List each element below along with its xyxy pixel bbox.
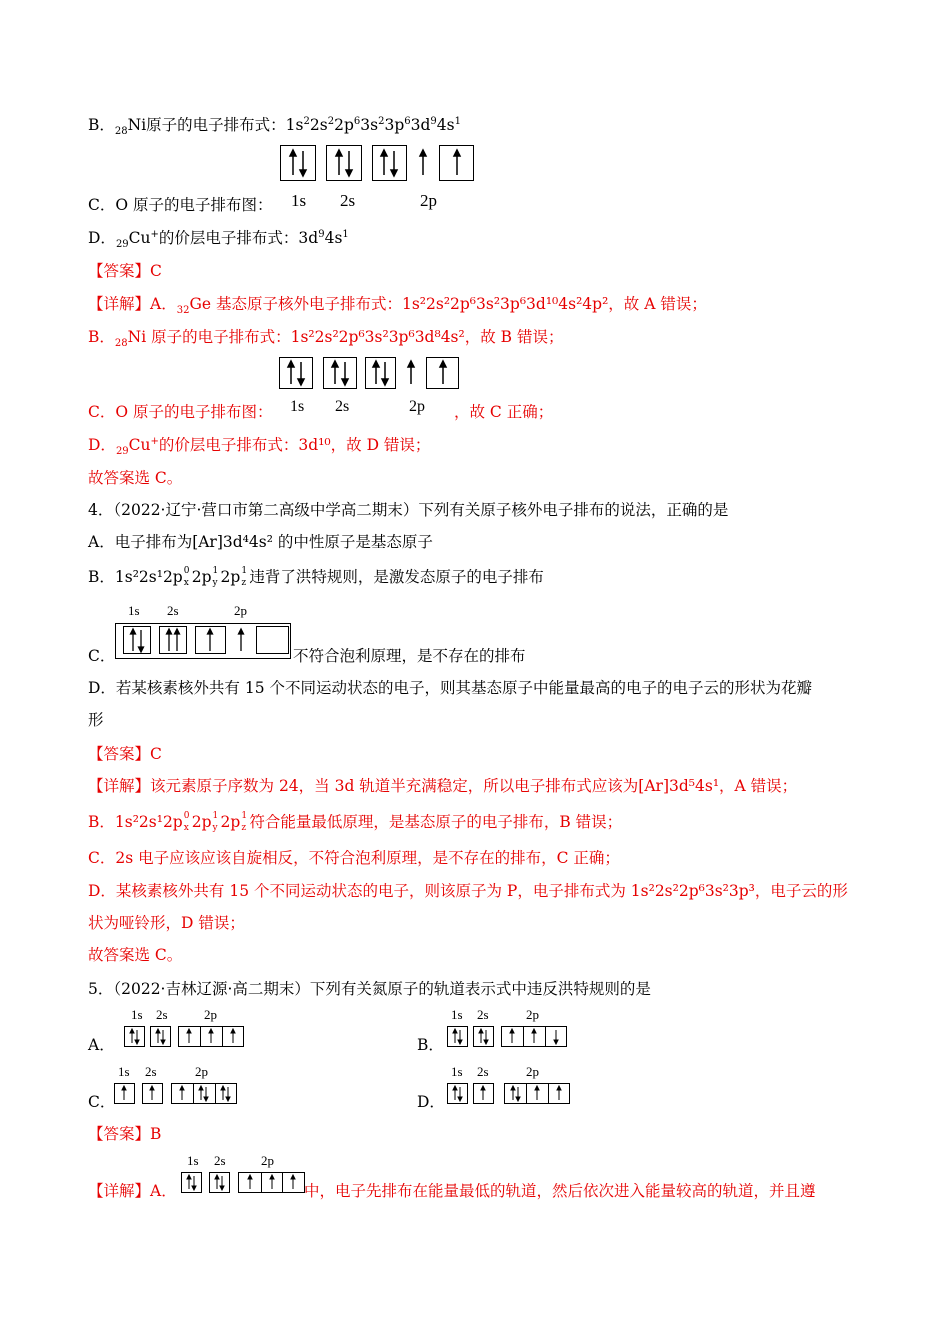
q5-option-b: B． xyxy=(417,1036,444,1054)
q5-option-d: D． xyxy=(417,1093,445,1111)
label-2p: 2p xyxy=(420,191,437,210)
q5-answer: 【答案】B xyxy=(88,1125,162,1143)
arrows-icon xyxy=(124,1026,254,1048)
q5-detail-text: 中，电子先排布在能量最低的轨道，然后依次进入能量较高的轨道，并且遵 xyxy=(304,1182,816,1200)
q4-detail-3: C．2s 电子应该应该自旋相反，不符合泡利原理，是不存在的排布，C 正确； xyxy=(88,849,620,867)
label-2s: 2s xyxy=(167,603,179,618)
detail-c: C．O 原子的电子排布图： xyxy=(88,403,273,421)
question-4-stem: 4．（2022·辽宁·营口市第二高级中学高二期末）下列有关原子核外电子排布的说法，正确的是 xyxy=(88,501,729,519)
label-1s: 1s xyxy=(128,603,140,618)
q4-option-d: D．若某核素核外共有 15 个不同运动状态的电子，则其基态原子中能量最高的电子的电子云的形状为花瓣 xyxy=(88,679,813,697)
q5-option-c: C． xyxy=(88,1093,116,1111)
q5-detail-diagram: 1s 2s 2p xyxy=(181,1153,311,1195)
arrows-icon xyxy=(181,1172,311,1194)
q5-option-a: A． xyxy=(88,1036,115,1054)
q4-conclusion: 故答案选 C。 xyxy=(88,946,183,964)
detail-d: D．$_{29}$Cu+的价层电子排布式：3d¹⁰，故 D 错误； xyxy=(88,436,431,457)
q5-detail: 【详解】A． xyxy=(88,1182,177,1200)
arrows-icon xyxy=(447,1026,577,1048)
q4-option-a: A．电子排布为[Ar]3d⁴4s² 的中性原子是基态原子 xyxy=(88,533,433,551)
q4-orbital-diagram xyxy=(115,623,293,661)
q4-option-c: C． xyxy=(88,647,116,665)
label-2s: 2s xyxy=(340,191,356,210)
orbital-diagram-detail xyxy=(279,357,469,391)
q5-diagram-d: 1s 2s 2p xyxy=(447,1064,577,1104)
q4-answer: 【答案】C xyxy=(88,745,162,763)
q4-detail-2: B．1s²2s¹2p 0 x 2p 1 y 2p 1 z 符合能量最低原理，是基态原子的电子排布，B 错误； xyxy=(88,811,623,833)
answer: 【答案】C xyxy=(88,262,162,280)
arrows-icon xyxy=(280,145,480,181)
question-5-stem: 5．（2022·吉林辽源·高二期末）下列有关氮原子的轨道表示式中违反洪特规则的是 xyxy=(88,980,651,998)
q4-option-c-text: 不符合泡利原理，是不存在的排布 xyxy=(293,647,526,665)
q5-diagram-b: 1s 2s 2p xyxy=(447,1007,577,1047)
option-b: B．$_{28}$Ni原子的电子排布式：$1s^22s^22p^63s^23p^63d^94s^1$ xyxy=(88,116,461,137)
orbital-diagram-oxygen xyxy=(280,145,480,215)
q4-detail-5: 状为哑铃形，D 错误； xyxy=(88,914,245,932)
label-2p: 2p xyxy=(234,603,247,618)
arrows-icon xyxy=(114,1083,244,1105)
conclusion: 故答案选 C。 xyxy=(88,469,183,487)
label-1s: 1s xyxy=(290,398,305,415)
q4-detail-1: 【详解】该元素原子序数为 24，当 3d 轨道半充满稳定，所以电子排布式应该为[Ar]3d⁵4s¹，A 错误； xyxy=(88,777,798,795)
q4-detail-4: D．某核素核外共有 15 个不同运动状态的电子，则该原子为 P，电子排布式为 1s²2s²2p⁶3s²3p³，电子云的形 xyxy=(88,882,848,900)
q4-option-d-cont: 形 xyxy=(88,711,104,729)
option-d: D．$_{29}$Cu+的价层电子排布式：$3d^94s^1$ xyxy=(88,229,349,250)
q5-diagram-c: 1s 2s 2p xyxy=(114,1064,244,1104)
detail-a: 【详解】A．$_{32}$Ge 基态原子核外电子排布式：1s²2s²2p⁶3s²3p⁶3d¹⁰4s²4p²，故 A 错误； xyxy=(88,295,707,316)
label-1s: 1s xyxy=(291,191,307,210)
arrows-icon xyxy=(279,357,469,389)
arrows-icon xyxy=(447,1083,577,1105)
q5-diagram-a: 1s 2s 2p xyxy=(124,1007,254,1047)
label-2s: 2s xyxy=(335,398,350,415)
arrows-icon xyxy=(115,623,293,659)
detail-b: B．$_{28}$Ni 原子的电子排布式：1s²2s²2p⁶3s²3p⁶3d⁸4s²，故 B 错误； xyxy=(88,328,564,349)
label-2p: 2p xyxy=(409,398,425,415)
q4-option-b: B．1s²2s¹2p 0 x 2p 1 y 2p 1 z 违背了洪特规则，是激发态原子的电子排布 xyxy=(88,566,544,588)
detail-c-tail: ，故 C 正确； xyxy=(454,403,554,421)
option-c: C．O 原子的电子排布图： xyxy=(88,196,273,214)
